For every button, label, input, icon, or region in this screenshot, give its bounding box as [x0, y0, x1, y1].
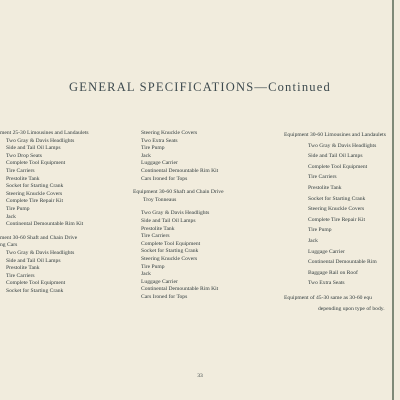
spec-item: Baggage Rail on Roof — [308, 269, 358, 276]
spec-item: Tire Pump — [6, 205, 30, 212]
spec-item: Two Extra Seats — [141, 137, 178, 144]
spec-item: Prestolite Tank — [141, 225, 175, 232]
spec-item: Steering Knuckle Covers — [141, 255, 198, 262]
spec-item: Jack — [308, 237, 318, 244]
spec-item: Socket for Starting Crank — [6, 287, 64, 294]
spec-item: Socket for Starting Crank — [308, 195, 366, 202]
spec-item: Luggage Carrier — [308, 248, 345, 255]
spec-item: Complete Tool Equipment — [308, 163, 368, 170]
spec-item: Continental Demountable Rim Kit — [141, 286, 219, 293]
spec-item: Tire Carriers — [141, 233, 170, 240]
spec-column-middle — [133, 130, 273, 301]
section-heading: Equipment 30-60 Shaft and Chain Drive — [133, 189, 224, 196]
spec-item: Tire Carriers — [6, 272, 35, 279]
spec-column-right — [284, 130, 394, 314]
spec-item: Tire Pump — [308, 227, 332, 234]
spec-column-left — [0, 130, 128, 295]
spec-item: depending upon type of body. — [318, 305, 385, 312]
section-heading: Equipment 30-60 Limousines and Landaulets — [284, 132, 386, 138]
spec-item: Jack — [6, 213, 16, 220]
spec-item: Steering Knuckle Covers — [6, 190, 63, 197]
spec-item: Two Gray & Davis Headlights — [308, 142, 377, 149]
spec-item: Tire Pump — [141, 263, 165, 270]
spec-item: Steering Knuckle Covers — [308, 206, 365, 213]
spec-item: Side and Tail Oil Lamps — [308, 153, 363, 160]
spec-item: Tire Carriers — [308, 174, 337, 181]
spec-item: Prestolite Tank — [6, 265, 40, 272]
section-heading: Troy Tonneaus — [143, 196, 177, 203]
spec-item: Continental Demountable Rim Kit — [141, 167, 219, 174]
section-heading: ment 30-60 Shaft and Chain Drive — [0, 234, 78, 241]
page-heading: GENERAL SPECIFICATIONS—Continued — [69, 80, 331, 94]
spec-item: Tire Carriers — [6, 167, 35, 174]
spec-item: Socket for Starting Crank — [6, 183, 64, 190]
spec-item: Continental Demountable Rim Kit — [6, 221, 84, 228]
spec-item: Jack — [141, 271, 151, 278]
section-heading: ng Cars — [0, 242, 18, 249]
spec-item: Prestolite Tank — [6, 175, 40, 182]
spec-item: Two Gray & Davis Headlights — [141, 210, 210, 217]
spec-item: Jack — [141, 152, 151, 159]
spec-item: Cars Ironed for Tops — [141, 175, 188, 182]
section-heading: Equipment of 45-30 same as 30-60 equ — [284, 294, 372, 301]
spec-item: Two Gray & Davis Headlights — [6, 249, 75, 256]
spec-item: Two Gray & Davis Headlights — [6, 137, 75, 144]
spec-item: Socket for Starting Crank — [141, 248, 199, 255]
spec-item: Cars Ironed for Tops — [141, 293, 188, 300]
spec-item: Luggage Carrier — [141, 278, 178, 285]
spec-item: Two Drop Seats — [6, 152, 42, 159]
spec-item: Complete Tool Equipment — [141, 240, 201, 247]
spec-item: Complete Tool Equipment — [6, 280, 66, 287]
spec-item: Complete Tool Equipment — [6, 160, 66, 167]
spec-item: Continental Demountable Rim — [308, 259, 377, 266]
spec-item: Two Extra Seats — [308, 280, 345, 287]
spec-item: Tire Pump — [141, 145, 165, 152]
spec-item: Steering Knuckle Covers — [141, 130, 198, 136]
spec-item: Side and Tail Oil Lamps — [6, 257, 61, 264]
spec-item: Prestolite Tank — [308, 184, 342, 191]
spec-item: Side and Tail Oil Lamps — [6, 145, 61, 152]
spec-item: Side and Tail Oil Lamps — [141, 217, 196, 224]
spec-item: Complete Tire Repair Kit — [6, 198, 64, 205]
section-heading: ment 25-30 Limousines and Landaulets — [0, 130, 89, 136]
spec-item: Luggage Carrier — [141, 160, 178, 167]
spec-item: Complete Tire Repair Kit — [308, 216, 366, 223]
page-number: 33 — [197, 373, 203, 379]
